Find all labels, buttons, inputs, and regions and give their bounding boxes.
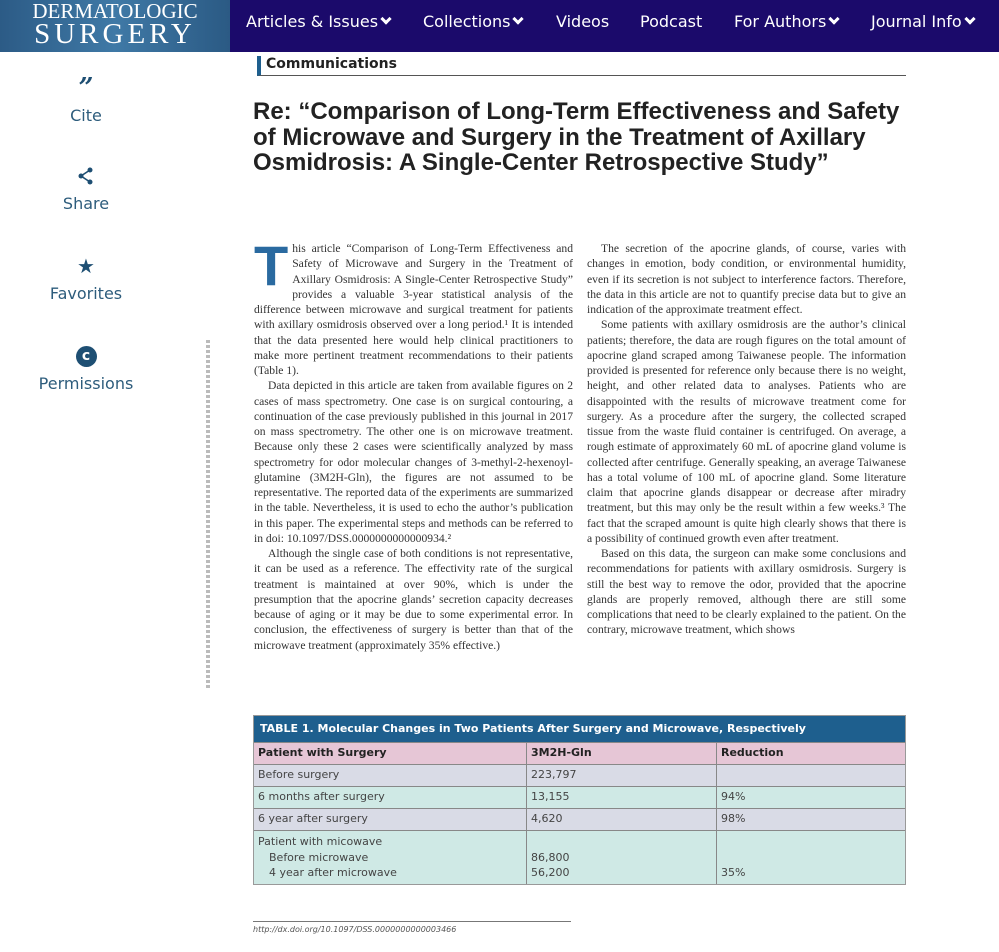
journal-logo[interactable]: DERMATOLOGIC SURGERY: [0, 0, 230, 52]
share-icon: [0, 164, 172, 188]
nav-articles-issues[interactable]: Articles & Issues: [246, 12, 390, 31]
table-row: 6 year after surgery 4,620 98%: [254, 808, 905, 830]
table-row: Before surgery 223,797: [254, 764, 905, 786]
data-table: [253, 715, 906, 885]
copyright-icon: c: [0, 344, 172, 368]
nav-collections[interactable]: Collections: [423, 12, 522, 31]
nav-journal-info[interactable]: Journal Info: [871, 12, 974, 31]
section-label: Communications: [257, 56, 906, 76]
chevron-down-icon: [513, 13, 524, 24]
favorites-button[interactable]: ★ Favorites: [0, 254, 172, 303]
table-row: 6 months after surgery 13,155 94%: [254, 786, 905, 808]
table-row: Patient with micowave Before microwave 4 year after microwave 86,800 56,200 35%: [254, 830, 905, 884]
download-watermark: [206, 340, 210, 690]
permissions-button[interactable]: c Permissions: [0, 344, 172, 393]
doi-link[interactable]: http://dx.doi.org/10.1097/DSS.0000000000003466: [253, 925, 457, 934]
footer-divider: [253, 921, 571, 922]
drop-cap: T: [254, 234, 289, 297]
nav-podcast[interactable]: Podcast: [640, 12, 703, 31]
right-column: The secretion of the apocrine glands, of course, varies with changes in emotion, body condition, or environmental humidity, even if its secretion is not subject to interference factors. Therefore, the data in this article are not to quantify precise data but to give an indication of the approximate treatment effect. Some patients with axillary osmidrosis are the author’s clinical patients; therefore, the data are rough figures on the total amount of apocrine gland scraped among Taiwanese people. The information provided is presented for reference only because there is no weight, height, and other related data to analyses. Patients who are disappointed with the results of microwave treatment come for surgery. As a procedure after the surgery, the collected scraped tissue from the waste fluid container is centrifuged. On average, a rough estimate of approximately 60 mL of apocrine gland volume is collected after centrifuge. Generally speaking, an average Taiwanese has a total volume of 100 mL of apocrine gland. Some literature claim that apocrine glands disappear or decrease after miradry treatment, but this may only be the result within a few weeks.³ The fact that the scraped amount is quite high clearly shows that there is a possibility of continued growth even after treatment. Based on this data, the surgeon can make some conclusions and recommendations for patients with axillary osmidrosis. Surgery is still the best way to remove the odor, provided that the apocrine glands are properly removed, although there are still some complications that need to be clearly explained to the patient. On the contrary, microwave treatment, which shows: [587, 242, 906, 637]
star-icon: ★: [77, 254, 95, 278]
nav-videos[interactable]: Videos: [556, 12, 610, 31]
table-caption: TABLE 1. Molecular Changes in Two Patients After Surgery and Microwave, Respectively: [254, 716, 905, 742]
table-header: Patient with Surgery 3M2H-Gln Reduction: [254, 742, 905, 764]
chevron-down-icon: [380, 13, 391, 24]
quote-icon: ”: [78, 73, 94, 103]
cite-button[interactable]: ” Cite: [0, 76, 172, 125]
nav-for-authors[interactable]: For Authors: [734, 12, 838, 31]
left-column: This article “Comparison of Long-Term Effectiveness and Safety of Microwave and Surgery in the Treatment of Axillary Osmidrosis: A Single-Center Retrospective Study” provides a valuable 3-year statistical analysis of the difference between microwave and surgical treatment for patients with axillary osmidrosis observed over a long period.¹ It is intended that the data presented here would help clinical practitioners to make more pertinent treatment recommendations to their patients (Table 1). Data depicted in this article are taken from available figures on 2 cases of mass spectrometry. One case is on surgical contouring, a continuation of the case previously published in this journal in 2017 on mass spectrometry. The other one is on microwave treatment. Because only these 2 cases were scientifically analyzed by mass spectrometry for odor molecular changes of 3-methyl-2-hexenoyl-glutamine (3M2H-Gln), the figures are not assumed to be representative. The reported data of the experiments are summarized in the table. Nevertheless, it is used to echo the author’s publication in this paper. The experimental steps and methods can be referred to in doi: 10.1097/DSS.0000000000000934.² Although the single case of both conditions is not representative, it can be used as a reference. The effectivity rate of the surgical treatment is maintained at over 90%, which is under the presumption that the apocrine glands’ secretion capacity decreases because of aging or it may be due to some experimental error. In conclusion, the effectiveness of surgery is better than that of the microwave treatment (approximately 35% effective.): [254, 234, 573, 652]
chevron-down-icon: [964, 13, 975, 24]
share-button[interactable]: Share: [0, 164, 172, 213]
chevron-down-icon: [829, 13, 840, 24]
top-nav: [0, 0, 999, 52]
article-title: Re: “Comparison of Long-Term Effectiveness and Safety of Microwave and Surgery in the Treatment of Axillary Osmidrosis: A Single-Center Retrospective Study”: [253, 98, 900, 176]
